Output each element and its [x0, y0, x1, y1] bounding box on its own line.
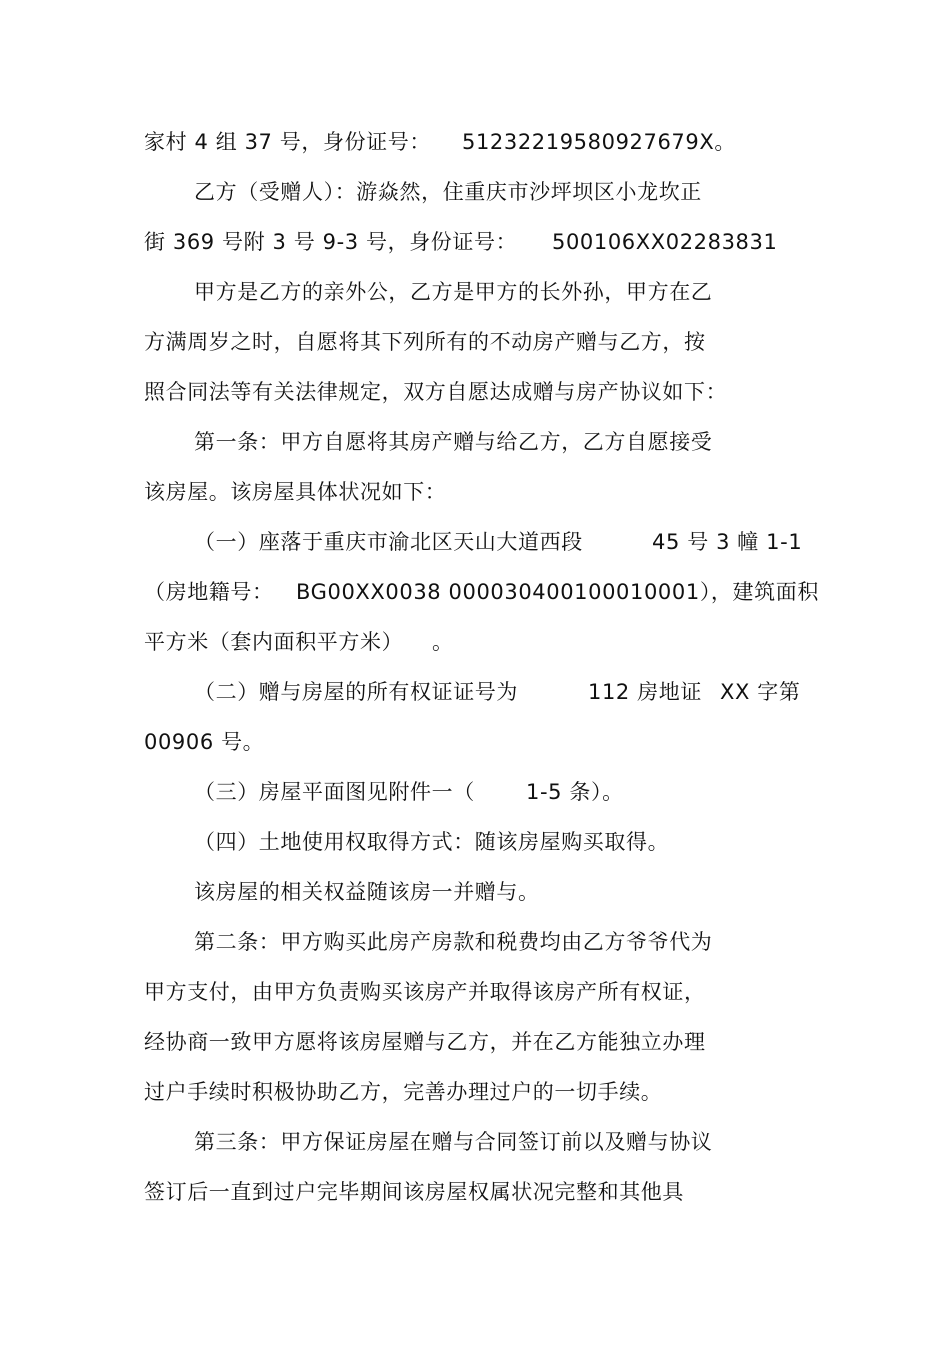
text-segment: 00906 号。 — [144, 730, 265, 754]
text-line — [0, 1178, 684, 1262]
clause-1: （一）座落于重庆市渝北区天山大道西段 — [194, 530, 583, 554]
clause-2: （二）赠与房屋的所有权证证号为 — [194, 680, 518, 704]
text-segment: 甲方是乙方的亲外公，乙方是甲方的长外孙，甲方在乙 — [194, 280, 713, 304]
text-segment: 照合同法等有关法律规定，双方自愿达成赠与房产协议如下： — [144, 380, 728, 404]
text-segment: 平方米（套内面积平方米） — [144, 630, 404, 654]
text-segment: 。 — [432, 630, 454, 654]
article-3: 第三条：甲方保证房屋在赠与合同签订前以及赠与协议 — [194, 1130, 713, 1154]
text-segment: 该房屋。该房屋具体状况如下： — [144, 480, 447, 504]
clause-4: （四）土地使用权取得方式：随该房屋购买取得。 — [194, 830, 670, 854]
land-registry-number: BG00XX0038 000030400100010001），建筑面积 — [296, 580, 819, 604]
certificate-number: 112 房地证 — [588, 680, 702, 704]
id-number: 500106XX02283831 — [552, 230, 778, 254]
text-segment: 经协商一致甲方愿将该房屋赠与乙方，并在乙方能独立办理 — [144, 1030, 706, 1054]
text-segment: 方满周岁之时，自愿将其下列所有的不动房产赠与乙方，按 — [144, 330, 706, 354]
text-segment: 签订后一直到过户完毕期间该房屋权属状况完整和其他具 — [144, 1180, 684, 1204]
text-segment: 过户手续时积极协助乙方，完善办理过户的一切手续。 — [144, 1080, 663, 1104]
party-b-intro: 乙方（受赠人）：游焱然，住重庆市沙坪坝区小龙坎正 — [194, 180, 702, 204]
clause-3: （三）房屋平面图见附件一（ — [194, 780, 475, 804]
article-1: 第一条：甲方自愿将其房产赠与给乙方，乙方自愿接受 — [194, 430, 713, 454]
article-2: 第二条：甲方购买此房产房款和税费均由乙方爷爷代为 — [194, 930, 713, 954]
text-segment: XX 字第 — [720, 680, 801, 704]
text-segment: （房地籍号： — [144, 580, 274, 604]
text-segment: 该房屋的相关权益随该房一并赠与。 — [194, 880, 540, 904]
text-segment: 家村 4 组 37 号，身份证号： — [144, 130, 431, 154]
text-segment: 街 369 号附 3 号 9-3 号，身份证号： — [144, 230, 518, 254]
address-number: 45 号 3 幢 1-1 — [652, 530, 803, 554]
text-segment: 1-5 条）。 — [526, 780, 624, 804]
id-number: 51232219580927679X。 — [462, 130, 736, 154]
text-segment: 甲方支付，由甲方负责购买该房产并取得该房产所有权证， — [144, 980, 706, 1004]
